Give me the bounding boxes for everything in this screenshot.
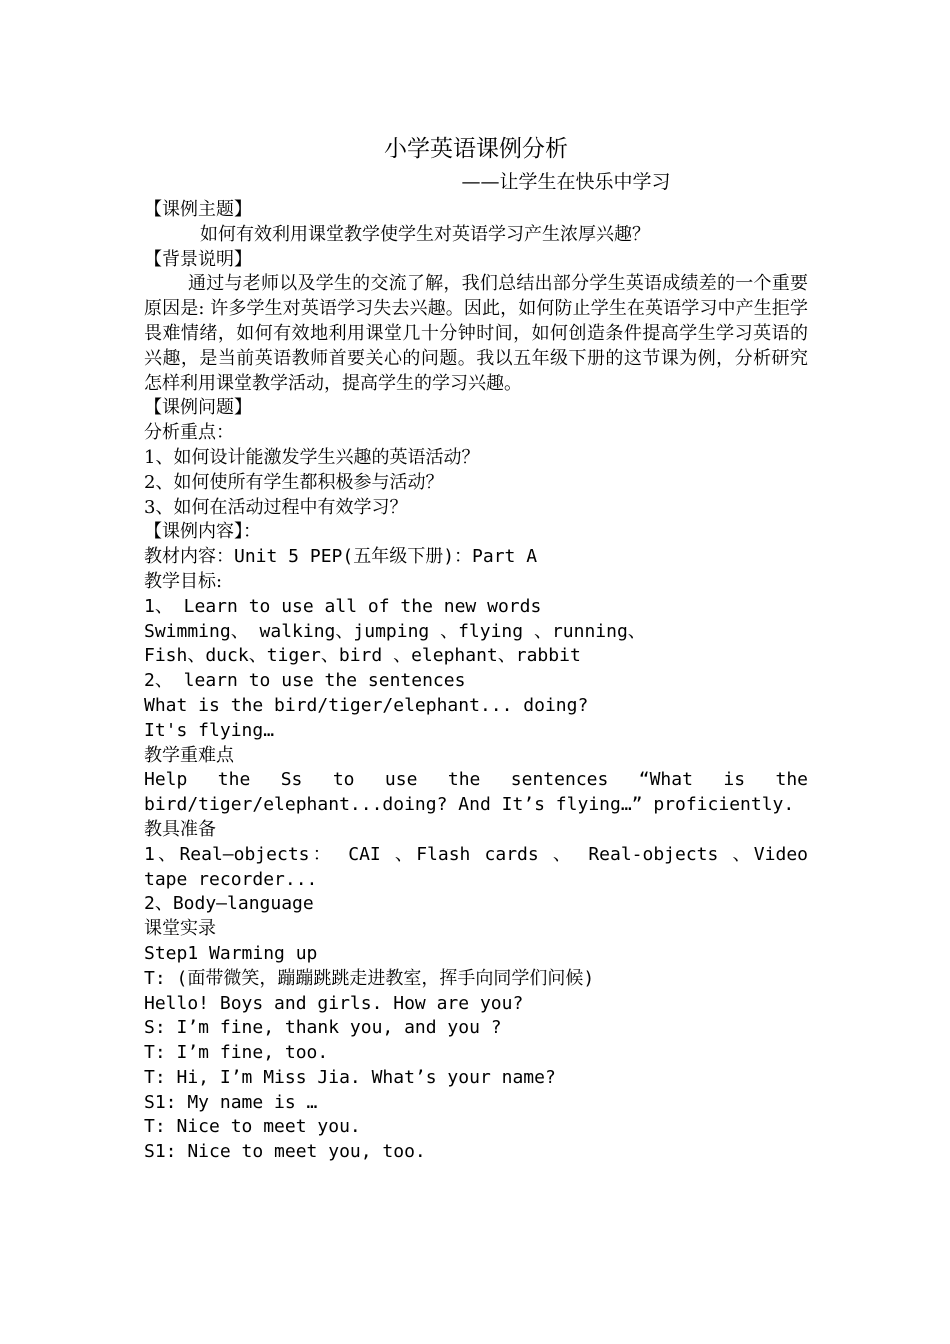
dialog-line-2: S: I’m fine, thank you, and you ? — [144, 1017, 502, 1039]
dialog-line-1: Hello! Boys and girls. How are you? — [144, 992, 524, 1014]
problem-item-1: 1、如何设计能激发学生兴趣的英语活动？ — [144, 446, 480, 468]
problem-item-3: 3、如何在活动过程中有效学习？ — [144, 496, 408, 518]
theme-text: 如何有效利用课堂教学使学生对英语学习产生浓厚兴趣？ — [200, 223, 650, 245]
section-heading-content: 【课例内容】： — [144, 521, 261, 543]
tools-label: 教具准备 — [144, 818, 216, 840]
document-title: 小学英语课例分析 — [384, 136, 568, 162]
analysis-focus-label: 分析重点： — [144, 422, 234, 444]
key-points-label: 教学重难点 — [144, 744, 234, 766]
goal-item-1: 1、 Learn to use all of the new words — [144, 595, 542, 617]
section-heading-theme: 【课例主题】 — [144, 199, 252, 220]
document-subtitle: ——让学生在快乐中学习 — [461, 171, 671, 193]
step-heading: Step1 Warming up — [144, 942, 318, 964]
sentence-pattern-2: It's flying… — [144, 719, 275, 741]
goal-item-2: 2、 learn to use the sentences — [144, 670, 466, 692]
problem-item-2: 2、如何使所有学生都积极参与活动？ — [144, 471, 444, 493]
dialog-line-7: S1: Nice to meet you, too. — [144, 1141, 426, 1163]
dialog-line-5: S1: My name is … — [144, 1091, 318, 1113]
material-line: 教材内容：Unit 5 PEP(五年级下册)：Part A — [144, 546, 538, 568]
background-paragraph: 通过与老师以及学生的交流了解，我们总结出部分学生英语成绩差的一个重要原因是: 许多学生对英语学习失去兴趣。因此，如何防止学生在英语学习中产生拒学畏难情绪，如何有效地利用课堂几十分钟时间，如何创造条件提高学生学习英语的兴趣，是当前英语教师首要关心的问题。我以五年级下册的这节课为例，分析研究怎样利用课堂教学活动，提高学生的学习兴趣。 — [144, 273, 808, 394]
dialog-line-6: T: Nice to meet you. — [144, 1116, 361, 1138]
section-heading-background: 【背景说明】 — [144, 248, 252, 270]
dialog-line-3: T: I’m fine, too. — [144, 1042, 329, 1064]
tools-item-2: 2、Body—language — [144, 893, 314, 915]
section-heading-problem: 【课例问题】 — [144, 397, 252, 419]
tools-item-1: 1、Real—objects： CAI 、Flash cards 、 Real-objects 、Video tape recorder... — [144, 843, 808, 890]
goals-label: 教学目标: — [144, 570, 223, 592]
sentence-pattern-1: What is the bird/tiger/elephant... doing? — [144, 694, 589, 716]
dialog-line-4: T: Hi, I’m Miss Jia. What’s your name? — [144, 1066, 556, 1088]
teacher-action: T: (面带微笑，蹦蹦跳跳走进教室，挥手向同学们问候) — [144, 967, 595, 989]
word-list-2: Fish、duck、tiger、bird 、elephant、rabbit — [144, 645, 581, 667]
word-list-1: Swimming、 walking、jumping 、flying 、running、 — [144, 620, 646, 642]
document-page — [144, 132, 808, 1165]
record-label: 课堂实录 — [144, 918, 216, 940]
key-points-paragraph: Help the Ss to use the sentences “What is the bird/tiger/elephant...doing? And It’s flying…” proficiently. — [144, 769, 808, 816]
